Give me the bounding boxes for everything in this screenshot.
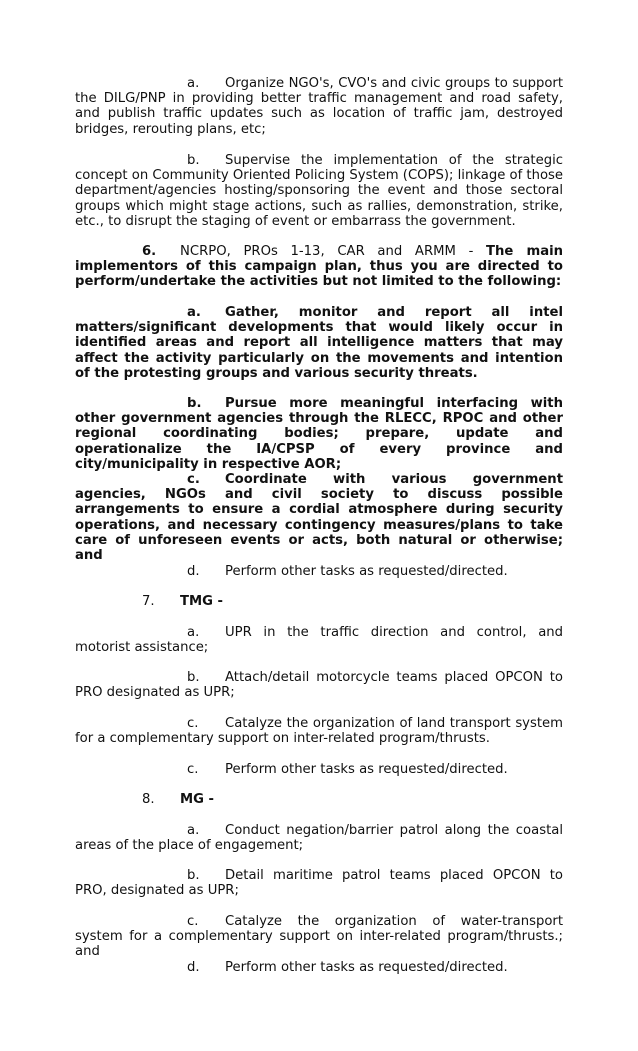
item-letter: c. <box>187 914 199 929</box>
item-letter: a. <box>187 305 201 320</box>
item-letter: c. <box>187 762 199 777</box>
item-text: Perform other tasks as requested/directed. <box>225 960 508 975</box>
section-title: MG - <box>180 792 215 807</box>
sec8-item-d <box>75 960 563 975</box>
item-letter: d. <box>187 564 200 579</box>
item-letter: d. <box>187 960 200 975</box>
section-directive: The main implementors of this campaign plan, thus you are directed to perform/undertake the activities but not limited to the following: <box>75 244 564 290</box>
section-number: 6. <box>142 244 157 259</box>
item-text: Gather, monitor and report all intel matters/significant developments that would likely occur in identified areas and report all intelligence matters that may affect the activity particularly on the movements and intention of the protesting groups and various security threats. <box>75 305 563 381</box>
sec5-item-b <box>75 153 563 229</box>
item-text: Conduct negation/barrier patrol along the coastal areas of the place of engagement; <box>75 823 563 854</box>
sec8-heading <box>75 792 563 807</box>
section-lead: NCRPO, PROs 1-13, CAR and ARMM - <box>180 244 487 259</box>
item-text: Coordinate with various government agencies, NGOs and civil society to discuss possible arrangements to ensure a cordial atmosphere during security operations, and necessary contingency measures/plans to take care of unforeseen events or acts, both natural or otherwise; and <box>75 472 563 564</box>
item-letter: b. <box>187 868 200 883</box>
sec7-item-a <box>75 625 563 655</box>
item-text: Perform other tasks as requested/directed. <box>225 762 508 777</box>
item-letter: b. <box>187 153 200 168</box>
section-number: 7. <box>142 594 155 609</box>
sec6-item-a <box>75 305 563 381</box>
item-text: Perform other tasks as requested/directed. <box>225 564 508 579</box>
sec6-intro <box>75 244 563 290</box>
item-text: Attach/detail motorcycle teams placed OPCON to PRO designated as UPR; <box>75 670 563 701</box>
sec8-item-b <box>75 868 563 898</box>
sec6-item-c <box>75 472 563 563</box>
item-letter: b. <box>187 670 200 685</box>
sec7-heading <box>75 594 563 609</box>
item-text: Detail maritime patrol teams placed OPCON to PRO, designated as UPR; <box>75 868 563 899</box>
item-text: Catalyze the organization of land transport system for a complementary support on inter-related program/thrusts. <box>75 716 563 747</box>
sec5-item-a <box>75 76 563 137</box>
sec6-item-d <box>75 564 563 579</box>
sec6-item-b <box>75 396 563 472</box>
item-text: Organize NGO's, CVO's and civic groups to support the DILG/PNP in providing better traffic management and road safety, and publish traffic updates such as location of traffic jam, destroyed bridges, rerouting plans, etc; <box>75 76 563 137</box>
item-letter: b. <box>187 396 202 411</box>
sec8-item-a <box>75 823 563 853</box>
item-letter: c. <box>187 716 199 731</box>
sec7-item-d <box>75 762 563 777</box>
sec7-item-c <box>75 716 563 746</box>
item-text: UPR in the traffic direction and control, and motorist assistance; <box>75 625 563 656</box>
item-letter: a. <box>187 76 200 91</box>
item-letter: a. <box>187 823 200 838</box>
item-text: Catalyze the organization of water-transport system for a complementary support on inter-related program/thrusts.; and <box>75 914 563 960</box>
item-text: Pursue more meaningful interfacing with other government agencies through the RLECC, RPOC and other regional coordinating bodies; prepare, update and operationalize the IA/CPSP of every province and city/municipality in respective AOR; <box>75 396 563 472</box>
sec8-item-c <box>75 914 563 960</box>
item-text: Supervise the implementation of the strategic concept on Community Oriented Policing System (COPS); linkage of those department/agencies hosting/sponsoring the event and those sectoral groups which might stage actions, such as rallies, demonstration, strike, etc., to disrupt the staging of event or embarrass the government. <box>75 153 563 229</box>
sec7-item-b <box>75 670 563 700</box>
item-letter: c. <box>187 472 200 487</box>
item-letter: a. <box>187 625 200 640</box>
section-title: TMG - <box>180 594 224 609</box>
section-number: 8. <box>142 792 155 807</box>
